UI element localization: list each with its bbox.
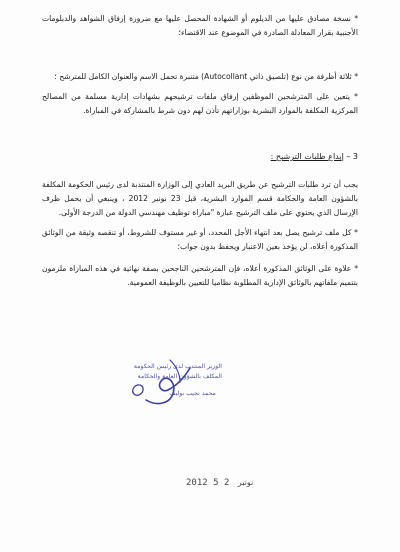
date-year: 2012 xyxy=(186,478,208,488)
section-number: 3 – xyxy=(346,152,358,161)
stamp-name-line: محمد نجيب بوليف xyxy=(169,390,216,397)
paragraph-successful-candidates: * علاوة على الوثائق المذكورة أعلاه، فإن المترشحين الناجحين بصفة نهائية في هذه المباراة ملزمون بتتميم ملفاتهم بالوثائق الإدارية المطلوبة نظاميا للتعيين بالوظيفة العمومية. xyxy=(42,262,358,290)
paragraph-late-applications: * كل ملف ترشيح يصل بعد انتهاء الأجل المحدد، أو غير مستوف للشروط، أو تنقصه وثيقة من الوثائق المذكورة أعلاه، لن يؤخذ بعين الاعتبار ويحفظ بدون جواب؛ xyxy=(42,226,358,254)
date-day: 2 5 xyxy=(213,478,230,488)
document-date xyxy=(186,478,256,488)
paragraph-diploma-copy: * نسخة مصادق عليها من الديلوم أو الشهادة المحصل عليها مع ضرورة إرفاق الشواهد والدبلومات الأجنبية بقرار المعادلة الصادرة في الموضوع عند الاقتضاء؛ xyxy=(42,12,358,40)
section-title: إيداع طلبات الترشيح : xyxy=(270,152,344,161)
stamp-ministry-line: المكلف بالشؤون العامة والحكامة xyxy=(137,373,222,380)
paragraph-envelopes: * ثلاثة أظرفة من نوع (تلصيق ذاتي Autocollant) متنبرة تحمل الاسم والعنوان الكامل للمترشح ؛ xyxy=(42,70,358,84)
stamp-title-line: الوزير المنتدب لدى رئيس الحكومة xyxy=(133,363,222,370)
section-heading xyxy=(271,150,358,164)
date-month: نونبر xyxy=(237,478,254,487)
paragraph-employee-certificates: * يتعين على المترشحين الموظفين إرفاق ملفات ترشيحهم بشهادات إدارية مسلمة من المصالح المركزية المكلفة بالموارد البشرية بوزاراتهم تأذن لهم دون شرط بالمشاركة في المباراة. xyxy=(42,90,358,118)
paragraph-submission: يجب أن ترد طلبات الترشيح عن طريق البريد العادي إلى الوزارة المنتدبة لدى رئيس الحكومة المكلفة بالشؤون العامة والحكامة قسم الموارد البشرية، قبل 23 نونبر 2012 ، وينبغي أن يحمل ظرف الإرسال الذي يحتوي على ملف الترشيح عبارة "مباراة توظيف مهندسي الدولة من الدرجة الأولى. xyxy=(42,180,358,217)
official-stamp xyxy=(72,356,222,416)
